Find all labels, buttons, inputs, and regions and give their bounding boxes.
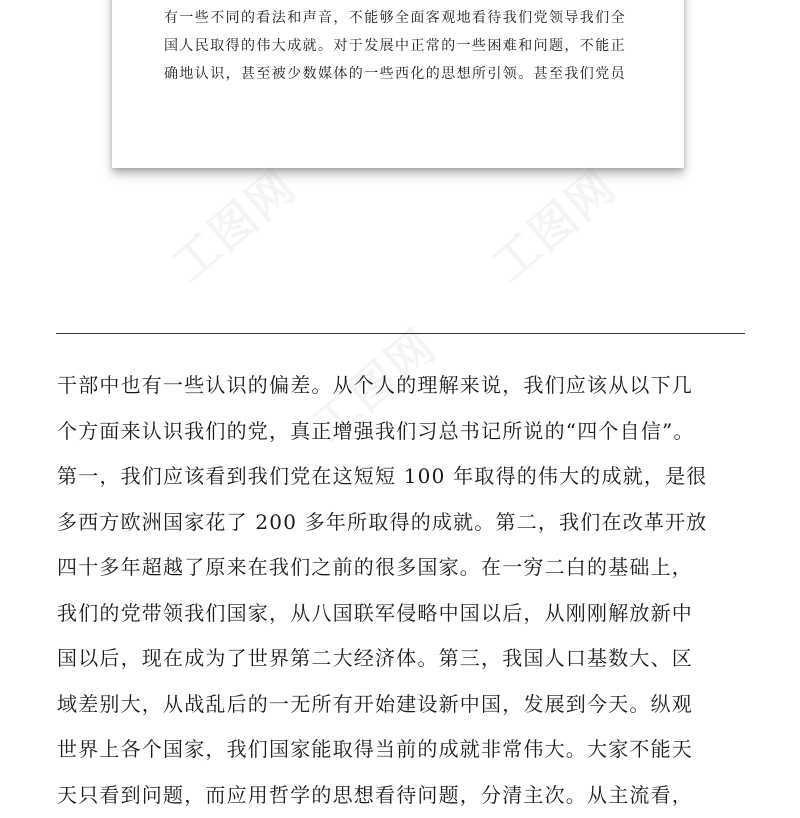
section-divider	[56, 333, 745, 334]
body-text-line: 国以后，现在成为了世界第二大经济体。第三，我国人口基数大、区	[57, 636, 747, 682]
watermark: 工图网	[476, 151, 629, 294]
body-text-line: 天只看到问题，而应用哲学的思想看待问题，分清主次。从主流看，	[57, 773, 747, 818]
body-text-line: 第一，我们应该看到我们党在这短短 100 年取得的伟大的成就，是很	[57, 454, 747, 500]
body-text-line: 世界上各个国家，我们国家能取得当前的成就非常伟大。大家不能天	[57, 727, 747, 773]
body-text-line: 干部中也有一些认识的偏差。从个人的理解来说，我们应该从以下几	[57, 363, 747, 409]
preview-text-line: 确地认识，甚至被少数媒体的一些西化的思想所引领。甚至我们党员	[164, 60, 644, 88]
body-text	[57, 363, 747, 818]
body-text-line: 四十多年超越了原来在我们之前的很多国家。在一穷二白的基础上，	[57, 545, 747, 591]
body-text-line: 我们的党带领我们国家，从八国联军侵略中国以后，从刚刚解放新中	[57, 591, 747, 637]
preview-text-line: 国人民取得的伟大成就。对于发展中正常的一些困难和问题，不能正	[164, 32, 644, 60]
preview-text-line: 有一些不同的看法和声音，不能够全面客观地看待我们党领导我们全	[164, 4, 644, 32]
body-text-line: 多西方欧洲国家花了 200 多年所取得的成就。第二，我们在改革开放	[57, 500, 747, 546]
watermark: 工图网	[296, 311, 449, 454]
body-text-line: 个方面来认识我们的党，真正增强我们习总书记所说的“四个自信”。	[57, 409, 747, 455]
body-text-line: 域差别大，从战乱后的一无所有开始建设新中国，发展到今天。纵观	[57, 682, 747, 728]
document-page-preview	[112, 0, 684, 168]
watermark: 工图网	[156, 151, 309, 294]
